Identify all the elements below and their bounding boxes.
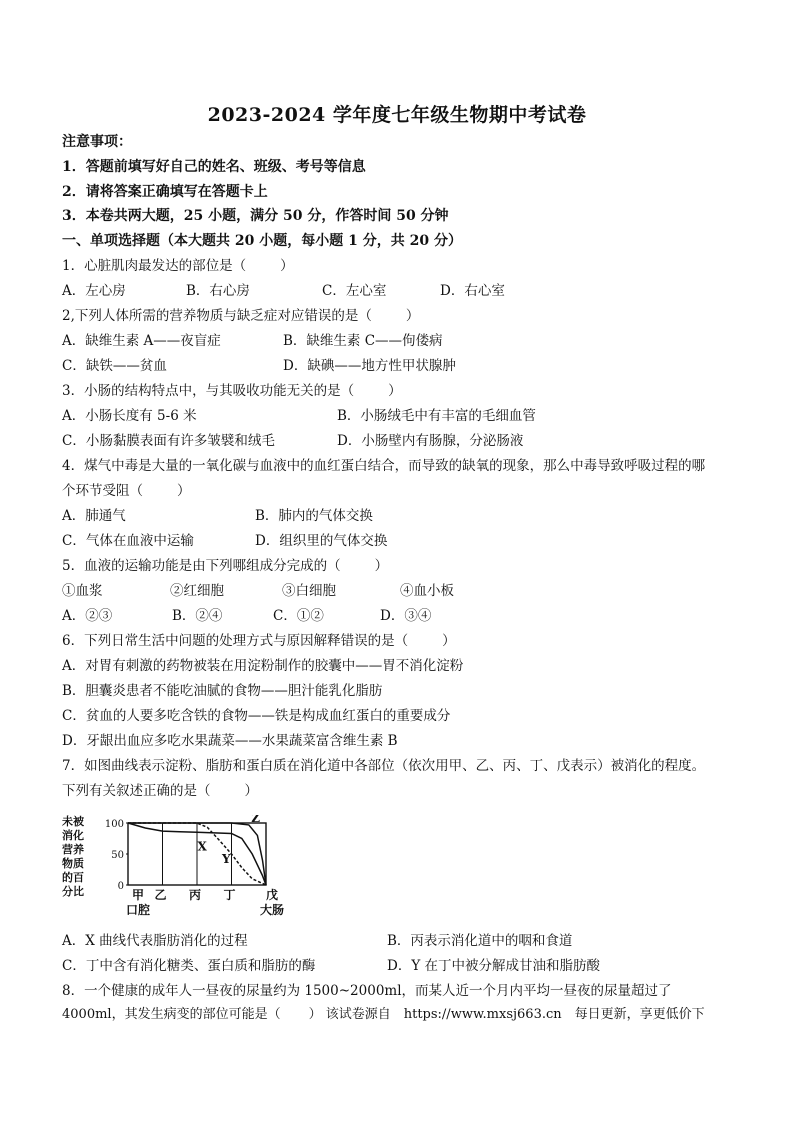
q4-option-a: A．肺通气 <box>62 508 126 524</box>
q6-option-c: C．贫血的人要多吃含铁的食物——铁是构成血红蛋白的重要成分 <box>62 708 451 724</box>
question-6-stem <box>62 632 456 650</box>
q6-option-a: A．对胃有刺激的药物被装在用淀粉制作的胶囊中——胃不消化淀粉 <box>62 658 464 674</box>
bracket-close: ） <box>442 633 456 649</box>
section-heading: 一、单项选择题（本大题共 20 小题，每小题 1 分，共 20 分） <box>62 233 462 249</box>
x-category-label: 甲 <box>131 888 145 902</box>
source-note: 该试卷源自 https://www.mxsj663.cn 每日更新，享更低价下 <box>325 1007 705 1022</box>
bracket-close: ） <box>177 483 191 499</box>
series-label-x: X <box>197 839 207 854</box>
question-text: 6．下列日常生活中问题的处理方式与原因解释错误的是（ <box>62 633 409 649</box>
q7-option-a: A．X 曲线代表脂肪消化的过程 <box>62 933 248 949</box>
question-1-stem <box>62 257 294 275</box>
q2-option-c: C．缺铁——贫血 <box>62 358 167 374</box>
q5-item-3: ③白细胞 <box>282 583 336 599</box>
question-text: 个环节受阻（ <box>62 483 143 499</box>
q2-option-d: D．缺碘——地方性甲状腺肿 <box>283 358 456 374</box>
question-text: 1．心脏肌肉最发达的部位是（ <box>62 258 247 274</box>
x-category-label: 戊 <box>265 888 279 902</box>
q5-item-2: ②红细胞 <box>170 583 224 599</box>
q3-option-a: A．小肠长度有 5-6 米 <box>62 408 197 424</box>
bracket-close: ） <box>374 558 389 574</box>
q5-option-c: C．①② <box>273 608 324 624</box>
q5-option-b: B．②④ <box>172 608 223 624</box>
digestion-chart <box>60 815 318 919</box>
q6-option-d: D．牙龈出血应多吃水果蔬菜——水果蔬菜富含维生素 B <box>62 733 398 749</box>
notice-item-1: 1．答题前填写好自己的姓名、班级、考号等信息 <box>62 159 366 175</box>
q3-option-d: D．小肠壁内有肠腺，分泌肠液 <box>337 433 524 449</box>
series-label-y: Y <box>222 851 231 866</box>
x-category-label: 乙 <box>154 888 167 902</box>
x-category-label: 丙 <box>188 888 202 902</box>
question-text: 5．血液的运输功能是由下列哪组成分完成的（ <box>62 558 341 574</box>
x-category-sublabel: 口腔 <box>125 903 151 917</box>
q5-item-1: ①血浆 <box>62 583 103 599</box>
q4-option-d: D．组织里的气体交换 <box>255 533 388 549</box>
question-8-stem-line1: 8．一个健康的成年人一昼夜的尿量约为 1500~2000ml，而某人近一个月内平均一昼夜的尿量超过了 <box>62 983 672 999</box>
question-7-stem-line1: 7．如图曲线表示淀粉、脂肪和蛋白质在消化道中各部位（依次用甲、乙、丙、丁、戊表示）被消化的程度。 <box>62 758 706 774</box>
question-text: 下列有关叙述正确的是（ <box>62 783 211 799</box>
question-7-stem-line2 <box>62 782 258 800</box>
q6-option-b: B．胆囊炎患者不能吃油腻的食物——胆汁能乳化脂肪 <box>62 683 383 699</box>
question-text: 3．小肠的结构特点中，与其吸收功能无关的是（ <box>62 383 355 399</box>
x-category-label: 丁 <box>223 888 236 902</box>
q1-option-b: B．右心房 <box>186 283 250 299</box>
y-axis-label-line: 消化 <box>62 829 84 842</box>
y-tick-label: 0 <box>117 881 124 892</box>
bracket-close: ） <box>308 1007 322 1022</box>
y-axis-label-line: 的百 <box>62 871 84 884</box>
y-tick-label: 50 <box>111 850 124 861</box>
notice-item-3: 3．本卷共两大题，25 小题，满分 50 分，作答时间 50 分钟 <box>62 208 449 224</box>
q4-option-b: B．肺内的气体交换 <box>255 508 373 524</box>
question-4-stem-line2 <box>62 482 191 500</box>
q7-option-d: D．Y 在丁中被分解成甘油和脂肪酸 <box>387 958 601 974</box>
series-label-z: Z <box>251 815 261 826</box>
q1-option-d: D．右心室 <box>440 283 505 299</box>
question-4-stem-line1: 4．煤气中毒是大量的一氧化碳与血液中的血红蛋白结合，而导致的缺氧的现象，那么中毒导致呼吸过程的哪 <box>62 458 706 474</box>
y-tick-label: 100 <box>104 819 124 830</box>
bracket-close: ） <box>388 383 402 399</box>
q2-option-a: A．缺维生素 A——夜盲症 <box>62 333 221 349</box>
bracket-close: ） <box>405 308 420 324</box>
q2-option-b: B．缺维生素 C——佝偻病 <box>283 333 443 349</box>
y-axis-label-line: 分比 <box>62 885 84 898</box>
question-text: 2,下列人体所需的营养物质与缺乏症对应错误的是（ <box>62 308 372 324</box>
bracket-close: ） <box>280 258 294 274</box>
notice-heading: 注意事项： <box>62 134 132 150</box>
y-axis-label-line: 未被 <box>62 815 84 828</box>
question-8-stem-line2 <box>62 1006 705 1024</box>
q5-option-d: D．③④ <box>380 608 432 624</box>
question-3-stem <box>62 382 402 400</box>
digestion-chart-svg <box>60 815 318 919</box>
question-2-stem <box>62 307 419 325</box>
bracket-close: ） <box>244 783 258 799</box>
question-text: 4000ml，其发生病变的部位可能是（ <box>62 1007 281 1022</box>
q1-option-a: A．左心房 <box>62 283 126 299</box>
notice-item-2: 2．请将答案正确填写在答题卡上 <box>62 184 268 200</box>
q7-option-c: C．丁中含有消化糖类、蛋白质和脂肪的酶 <box>62 958 316 974</box>
q5-item-4: ④血小板 <box>400 583 454 599</box>
y-axis-label-line: 营养 <box>62 843 84 856</box>
q3-option-c: C．小肠黏膜表面有许多皱襞和绒毛 <box>62 433 275 449</box>
q5-option-a: A．②③ <box>62 608 113 624</box>
x-category-sublabel: 大肠 <box>259 903 285 917</box>
q7-option-b: B．丙表示消化道中的咽和食道 <box>387 933 573 949</box>
y-axis-label-line: 物质 <box>62 857 84 870</box>
question-5-stem <box>62 557 388 575</box>
exam-title: 2023-2024 学年度七年级生物期中考试卷 <box>207 104 587 126</box>
q3-option-b: B．小肠绒毛中有丰富的毛细血管 <box>337 408 536 424</box>
q4-option-c: C．气体在血液中运输 <box>62 533 194 549</box>
q1-option-c: C．左心室 <box>322 283 387 299</box>
